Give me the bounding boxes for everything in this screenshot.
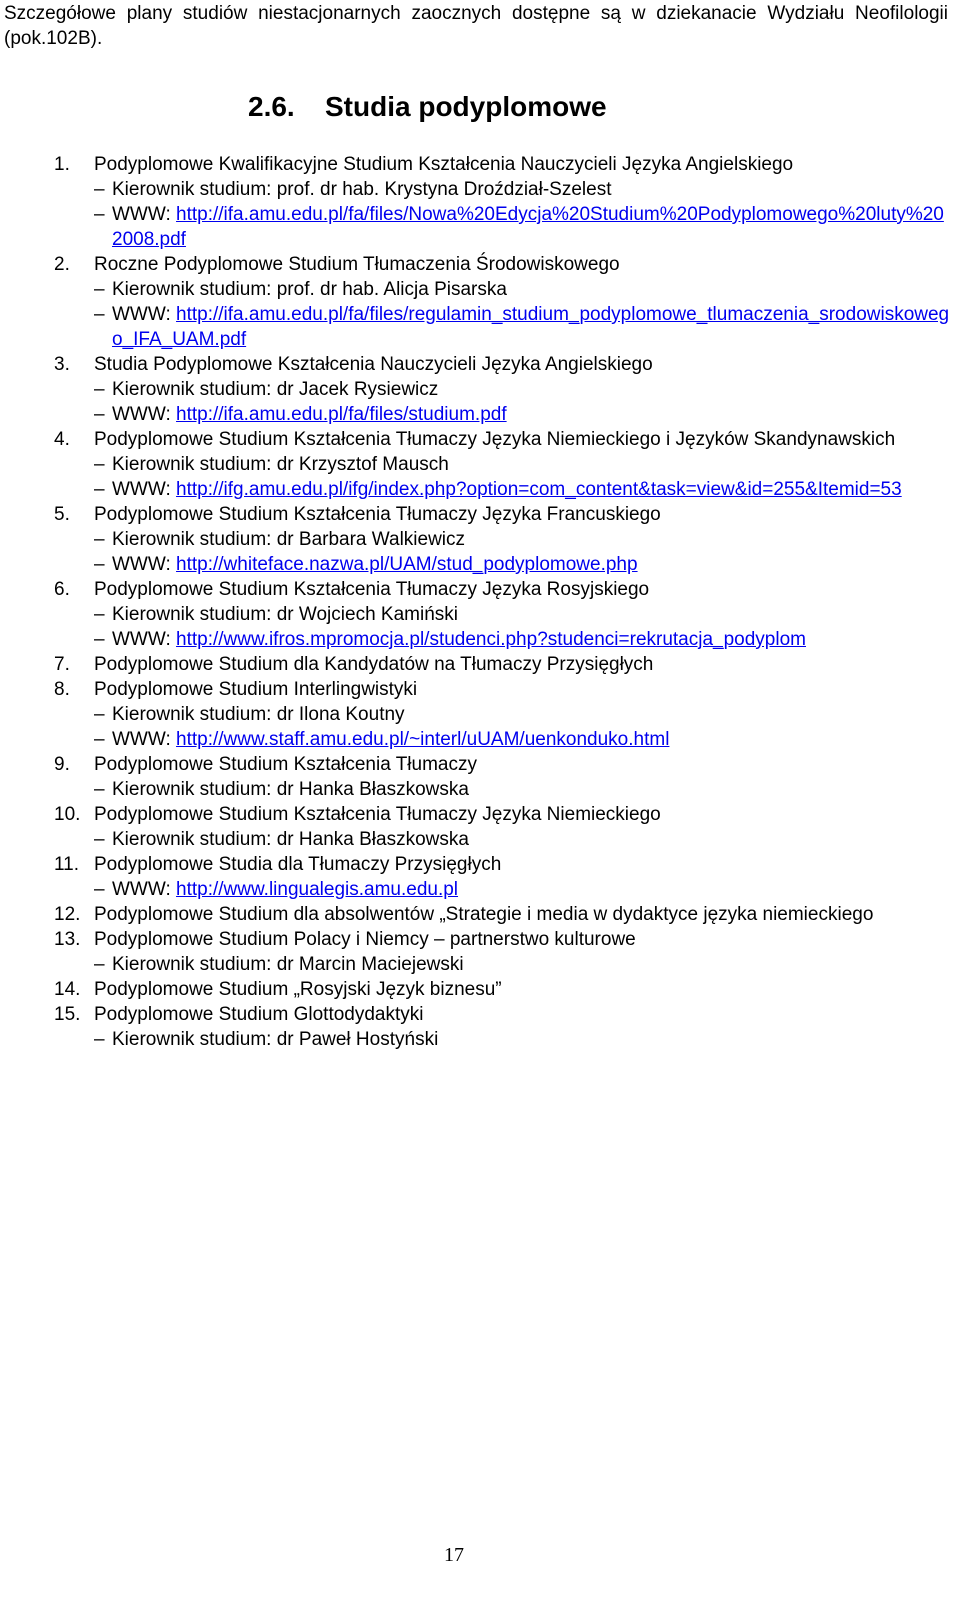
item-number: 9.	[54, 754, 70, 775]
item-number: 6.	[54, 579, 70, 600]
director-text: Kierownik studium: prof. dr hab. Alicja Pisarska	[112, 279, 507, 300]
item-title: Podyplomowe Studium Kształcenia Tłumaczy Języka Francuskiego	[94, 504, 661, 525]
dash-bullet: –	[94, 554, 105, 575]
dash-bullet: –	[94, 479, 105, 500]
list-item	[54, 577, 950, 652]
dash-bullet: –	[94, 304, 105, 325]
dash-bullet: –	[94, 704, 105, 725]
item-title: Podyplomowe Studium „Rosyjski Język biznesu”	[94, 979, 502, 1000]
dash-bullet: –	[94, 404, 105, 425]
item-title: Studia Podyplomowe Kształcenia Nauczycieli Języka Angielskiego	[94, 354, 653, 375]
program-link[interactable]: http://www.ifros.mpromocja.pl/studenci.php?studenci=rekrutacja_podyplom	[176, 629, 806, 650]
item-number: 5.	[54, 504, 70, 525]
program-link[interactable]: http://whiteface.nazwa.pl/UAM/stud_podyplomowe.php	[176, 554, 638, 575]
website-line	[54, 877, 950, 902]
program-link[interactable]: http://ifa.amu.edu.pl/fa/files/regulamin_studium_podyplomowe_tlumaczenia_srodowiskowego_IFA_UAM.pdf	[112, 304, 950, 350]
dash-bullet: –	[94, 279, 105, 300]
list-item	[54, 677, 950, 752]
item-title: Podyplomowe Studium Interlingwistyki	[94, 679, 418, 700]
dash-bullet: –	[94, 1029, 105, 1050]
dash-bullet: –	[94, 729, 105, 750]
list-item	[54, 752, 950, 802]
item-number: 8.	[54, 679, 70, 700]
list-item	[54, 902, 950, 927]
www-label: WWW:	[112, 554, 171, 575]
page-number: 17	[444, 1544, 464, 1566]
website-line	[54, 202, 950, 252]
website-line	[54, 727, 950, 752]
list-item	[54, 252, 950, 352]
item-number: 15.	[54, 1004, 81, 1025]
list-item	[54, 652, 950, 677]
director-text: Kierownik studium: dr Hanka Błaszkowska	[112, 829, 469, 850]
director-line	[54, 452, 950, 477]
dash-bullet: –	[94, 779, 105, 800]
dash-bullet: –	[94, 954, 105, 975]
section-heading	[248, 89, 607, 125]
website-line	[54, 302, 950, 352]
list-item	[54, 1002, 950, 1052]
item-number: 3.	[54, 354, 70, 375]
www-label: WWW:	[112, 879, 171, 900]
list-item	[54, 502, 950, 577]
item-title: Roczne Podyplomowe Studium Tłumaczenia Środowiskowego	[94, 254, 620, 275]
dash-bullet: –	[94, 379, 105, 400]
director-line	[54, 952, 950, 977]
item-number: 13.	[54, 929, 81, 950]
www-label: WWW:	[112, 729, 171, 750]
item-number: 4.	[54, 429, 70, 450]
director-line	[54, 602, 950, 627]
dash-bullet: –	[94, 604, 105, 625]
list-item	[54, 427, 950, 502]
www-label: WWW:	[112, 304, 171, 325]
dash-bullet: –	[94, 629, 105, 650]
website-line	[54, 477, 950, 502]
program-link[interactable]: http://ifa.amu.edu.pl/fa/files/studium.pdf	[176, 404, 507, 425]
director-text: Kierownik studium: dr Paweł Hostyński	[112, 1029, 439, 1050]
item-title: Podyplomowe Studium dla Kandydatów na Tłumaczy Przysięgłych	[94, 654, 654, 675]
programs-list	[54, 152, 950, 1052]
program-link[interactable]: http://ifa.amu.edu.pl/fa/files/Nowa%20Edycja%20Studium%20Podyplomowego%20luty%202008.pdf	[112, 204, 944, 250]
item-title: Podyplomowe Studium Kształcenia Tłumaczy Języka Niemieckiego i Języków Skandynawskich	[94, 429, 896, 450]
item-number: 7.	[54, 654, 70, 675]
director-text: Kierownik studium: dr Wojciech Kamiński	[112, 604, 458, 625]
item-title: Podyplomowe Studium Kształcenia Tłumaczy Języka Rosyjskiego	[94, 579, 650, 600]
intro-paragraph: Szczegółowe plany studiów niestacjonarnych zaocznych dostępne są w dziekanacie Wydziału Neofilologii (pok.102B).	[4, 3, 948, 49]
director-text: Kierownik studium: dr Jacek Rysiewicz	[112, 379, 439, 400]
website-line	[54, 552, 950, 577]
list-item	[54, 152, 950, 252]
list-item	[54, 977, 950, 1002]
item-title: Podyplomowe Studia dla Tłumaczy Przysięgłych	[94, 854, 502, 875]
item-title: Podyplomowe Studium Kształcenia Tłumaczy Języka Niemieckiego	[94, 804, 661, 825]
item-number: 14.	[54, 979, 81, 1000]
director-text: Kierownik studium: prof. dr hab. Krystyna Droździał-Szelest	[112, 179, 612, 200]
program-link[interactable]: http://www.lingualegis.amu.edu.pl	[176, 879, 459, 900]
list-item	[54, 852, 950, 902]
director-text: Kierownik studium: dr Marcin Maciejewski	[112, 954, 464, 975]
www-label: WWW:	[112, 629, 171, 650]
director-line	[54, 777, 950, 802]
section-title: Studia podyplomowe	[325, 91, 607, 122]
item-number: 11.	[54, 854, 80, 875]
director-line	[54, 377, 950, 402]
director-line	[54, 702, 950, 727]
list-item	[54, 802, 950, 852]
item-title: Podyplomowe Studium dla absolwentów „Strategie i media w dydaktyce języka niemieckiego	[94, 904, 874, 925]
item-title: Podyplomowe Studium Kształcenia Tłumaczy	[94, 754, 477, 775]
www-label: WWW:	[112, 404, 171, 425]
director-text: Kierownik studium: dr Krzysztof Mausch	[112, 454, 449, 475]
list-item	[54, 927, 950, 977]
director-text: Kierownik studium: dr Hanka Błaszkowska	[112, 779, 469, 800]
dash-bullet: –	[94, 879, 105, 900]
section-number: 2.6.	[248, 91, 295, 122]
director-line	[54, 527, 950, 552]
program-link[interactable]: http://www.staff.amu.edu.pl/~interl/uUAM/uenkonduko.html	[176, 729, 670, 750]
item-number: 2.	[54, 254, 70, 275]
item-number: 1.	[54, 154, 70, 175]
item-title: Podyplomowe Studium Polacy i Niemcy – partnerstwo kulturowe	[94, 929, 636, 950]
director-text: Kierownik studium: dr Barbara Walkiewicz	[112, 529, 466, 550]
item-number: 10.	[54, 804, 81, 825]
dash-bullet: –	[94, 204, 105, 225]
website-line	[54, 402, 950, 427]
item-title: Podyplomowe Studium Glottodydaktyki	[94, 1004, 424, 1025]
website-line	[54, 627, 950, 652]
dash-bullet: –	[94, 829, 105, 850]
www-label: WWW:	[112, 204, 171, 225]
list-item	[54, 352, 950, 427]
dash-bullet: –	[94, 179, 105, 200]
item-number: 12.	[54, 904, 81, 925]
director-line	[54, 827, 950, 852]
director-text: Kierownik studium: dr Ilona Koutny	[112, 704, 405, 725]
program-link[interactable]: http://ifg.amu.edu.pl/ifg/index.php?option=com_content&task=view&id=255&Itemid=53	[176, 479, 902, 500]
dash-bullet: –	[94, 529, 105, 550]
item-title: Podyplomowe Kwalifikacyjne Studium Kształcenia Nauczycieli Języka Angielskiego	[94, 154, 794, 175]
director-line	[54, 1027, 950, 1052]
dash-bullet: –	[94, 454, 105, 475]
www-label: WWW:	[112, 479, 171, 500]
director-line	[54, 277, 950, 302]
director-line	[54, 177, 950, 202]
